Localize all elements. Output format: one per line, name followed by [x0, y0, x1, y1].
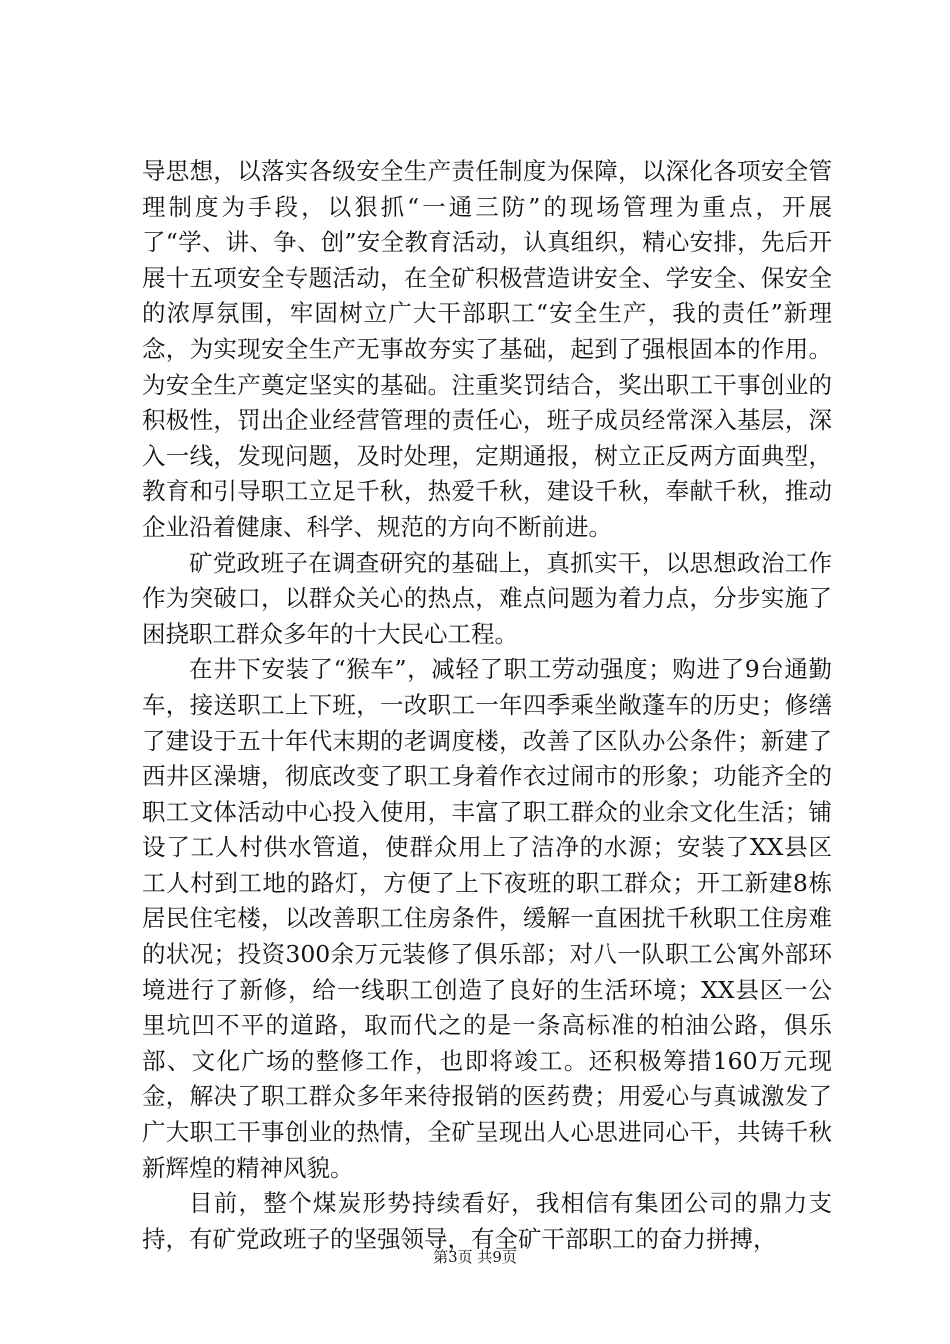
paragraph-3: 在井下安装了“猴车”，减轻了职工劳动强度；购进了9台通勤车，接送职工上下班，一改职工一年四季乘坐敞蓬车的历史；修缮了建设于五十年代末期的老调度楼，改善了区队办公条件；新建了西井区澡塘，彻底改变了职工身着作衣过闹市的形象；功能齐全的职工文体活动中心投入使用，丰富了职工群众的业余文化生活；铺设了工人村供水管道，使群众用上了洁净的水源；安装了XX县区工人村到工地的路灯，方便了上下夜班的职工群众；开工新建8栋居民住宅楼，以改善职工住房条件，缓解一直困扰千秋职工住房难的状况；投资300余万元装修了俱乐部；对八一队职工公寓外部环境进行了新修，给一线职工创造了良好的生活环境；XX县区一公里坑凹不平的道路，取而代之的是一条高标准的柏油公路，俱乐部、文化广场的整修工作，也即将竣工。还积极筹措160万元现金，解决了职工群众多年来待报销的医药费；用爱心与真诚激发了广大职工干事创业的热情，全矿呈现出人心思进同心干，共铸千秋新辉煌的精神风貌。: [142, 655, 832, 1182]
document-body: [142, 154, 832, 1257]
paragraph-2: 矿党政班子在调查研究的基础上，真抓实干，以思想政治工作作为突破口，以群众关心的热点，难点问题为着力点，分步实施了困挠职工群众多年的十大民心工程。: [142, 548, 832, 648]
page-number-footer: 第3页 共9页: [433, 1248, 517, 1266]
paragraph-4: 目前，整个煤炭形势持续看好，我相信有集团公司的鼎力支持，有矿党政班子的坚强领导，有全矿干部职工的奋力拼搏，: [142, 1189, 832, 1253]
paragraph-1: 导思想，以落实各级安全生产责任制度为保障，以深化各项安全管理制度为手段，以狠抓“一通三防”的现场管理为重点，开展了“学、讲、争、创”安全教育活动，认真组织，精心安排，先后开展十五项安全专题活动，在全矿积极营造讲安全、学安全、保安全的浓厚氛围，牢固树立广大干部职工“安全生产，我的责任”新理念，为实现安全生产无事故夯实了基础，起到了强根固本的作用。为安全生产奠定坚实的基础。注重奖罚结合，奖出职工干事创业的积极性，罚出企业经营管理的责任心，班子成员经常深入基层，深入一线，发现问题，及时处理，定期通报，树立正反两方面典型，教育和引导职工立足千秋，热爱千秋，建设千秋，奉献千秋，推动企业沿着健康、科学、规范的方向不断前进。: [142, 157, 832, 541]
